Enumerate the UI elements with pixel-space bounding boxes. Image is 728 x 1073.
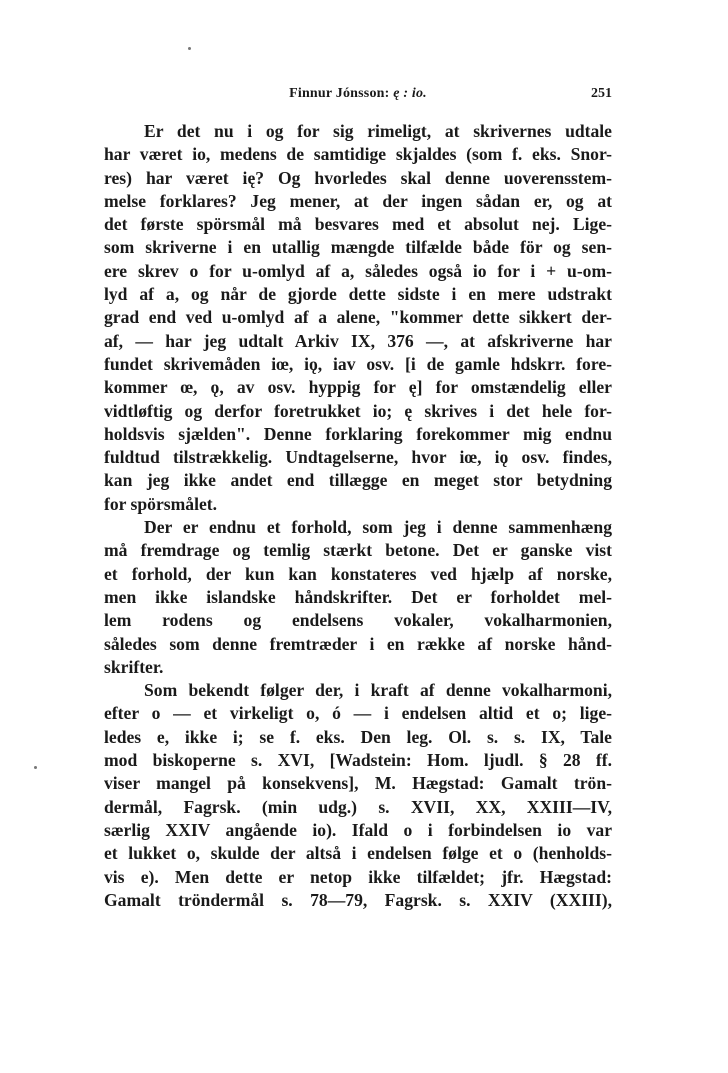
text-line: vidtløftig og derfor foretrukket io; ę skrives i det hele for- bbox=[104, 400, 612, 421]
text-line: melse forklares? Jeg mener, at der ingen sådan er, og at bbox=[104, 190, 612, 211]
text-line: et lukket o, skulde der altså i endelsen følge et o (henholds- bbox=[104, 843, 612, 864]
text-line: fundet skrivemåden iœ, iǫ, iav osv. [i de gamle hdskrr. fore- bbox=[104, 353, 612, 374]
text-line: viser mangel på konsekvens], M. Hægstad: Gamalt trön- bbox=[104, 773, 612, 794]
text-line: vis e). Men dette er netop ikke tilfældet; jfr. Hægstad: bbox=[104, 866, 612, 887]
text-line: har været io, medens de samtidige skjaldes (som f. eks. Snor- bbox=[104, 144, 612, 165]
text-line: fuldtud tilstrækkelig. Undtagelserne, hvor iœ, iǫ osv. findes, bbox=[104, 447, 612, 468]
text-line: af, — har jeg udtalt Arkiv IX, 376 —, at afskriverne har bbox=[104, 330, 612, 351]
text-line: lem rodens og endelsens vokaler, vokalharmonien, bbox=[104, 610, 612, 631]
text-line: ere skrev o for u-omlyd af a, således også io for i + u-om- bbox=[104, 260, 612, 281]
text-line: særlig XXIV angående io). Ifald o i forbindelsen io var bbox=[104, 819, 612, 840]
text-line: således som denne fremtræder i en række af norske hånd- bbox=[104, 633, 612, 654]
text-line: res) har været ię? Og hvorledes skal denne uoverensstem- bbox=[104, 167, 612, 188]
text-line: Gamalt tröndermål s. 78—79, Fagrsk. s. XXIV (XXIII), bbox=[104, 889, 612, 910]
text-line: for spörsmålet. bbox=[104, 493, 218, 514]
text-line: kan jeg ikke andet end tillægge en meget stor betydning bbox=[104, 470, 612, 491]
text-line: efter o — et virkeligt o, ó — i endelsen altid et o; lige- bbox=[104, 703, 612, 724]
text-line: dermål, Fagrsk. (min udg.) s. XVII, XX, XXIII—IV, bbox=[104, 796, 612, 817]
text-line: holdsvis sjælden". Denne forklaring forekommer mig endnu bbox=[104, 423, 612, 444]
text-line: et forhold, der kun kan konstateres ved hjælp af norske, bbox=[104, 563, 612, 584]
topic-label: ę : io. bbox=[393, 86, 427, 101]
body-text bbox=[104, 120, 612, 912]
text-line: skrifter. bbox=[104, 656, 164, 677]
text-line: må fremdrage og temlig stærkt betone. Det er ganske vist bbox=[104, 540, 612, 561]
text-line: lyd af a, og når de gjorde dette sidste i en mere udstrakt bbox=[104, 284, 612, 305]
paper-speck bbox=[188, 47, 191, 50]
text-line: ledes e, ikke i; se f. eks. Den leg. Ol. s. s. IX, Tale bbox=[104, 726, 612, 747]
paragraph-1 bbox=[104, 120, 612, 516]
running-head bbox=[104, 86, 612, 108]
running-head-title bbox=[104, 86, 612, 102]
text-line: men ikke islandske håndskrifter. Det er forholdet mel- bbox=[104, 586, 612, 607]
text-line: mod biskoperne s. XVI, [Wadstein: Hom. ljudl. § 28 ff. bbox=[104, 750, 612, 771]
author-name: Finnur Jónsson: bbox=[289, 86, 390, 101]
text-line: det første spörsmål må besvares med et absolut nej. Lige- bbox=[104, 214, 612, 235]
text-line: som skriverne i en utallig mængde tilfælde både för og sen- bbox=[104, 237, 612, 258]
paragraph-3 bbox=[104, 679, 612, 912]
page-number: 251 bbox=[591, 86, 612, 101]
text-line: Er det nu i og for sig rimeligt, at skrivernes udtale bbox=[144, 121, 612, 141]
text-line: kommer œ, ǫ, av osv. hyppig for ę] for omstændelig eller bbox=[104, 377, 612, 398]
text-line: grad end ved u-omlyd af a alene, "kommer dette sikkert der- bbox=[104, 307, 612, 328]
text-line: Der er endnu et forhold, som jeg i denne sammenhæng bbox=[144, 517, 612, 538]
text-line: Som bekendt følger der, i kraft af denne vokalharmoni, bbox=[144, 680, 612, 701]
paragraph-2 bbox=[104, 516, 612, 679]
paper-speck bbox=[34, 766, 37, 769]
